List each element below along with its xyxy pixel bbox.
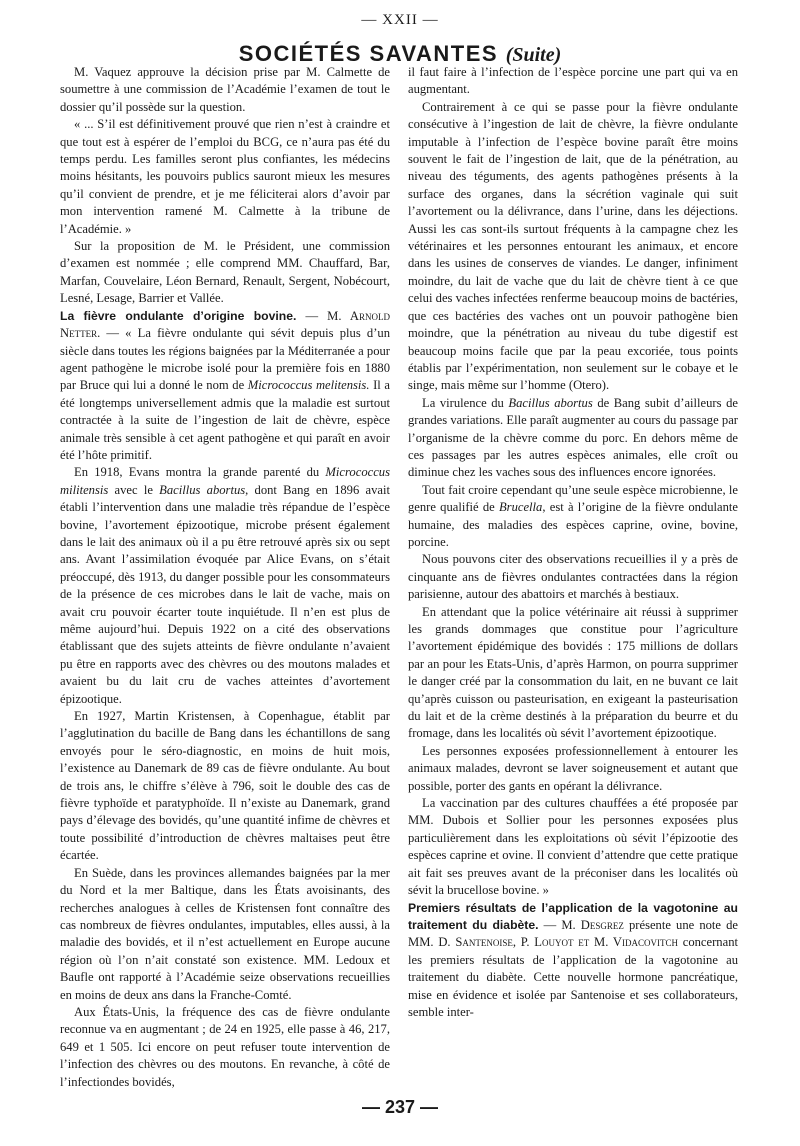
paragraph: En 1927, Martin Kristensen, à Copenhague, établit par l’agglutination du bacille de Bang dans les échantillons de sang envoyés pour le séro-diagnostic, en moins de huit mois, l’existence au Danemark de 89 cas de fièvre ondulante. Au bout de trois ans, le chiffre s’élève à 796, soit le double des cas de fièvre typhoïde et paratyphoïde. Il n’existe au Danemark, grand pays d’élevage des bovidés, qu’une quantité infime de chèvres et toute possibilité d’introduction de chèvres maltaises peut être écartée.: [60, 709, 390, 863]
text-run: Il a été longtemps universellement admis que la maladie est surtout contractée à la suite de l’ingestion de lait de chèvre, espèce animale très sensible à cet agent pathogène et qui paraît en avoir été l’hôte primitif.: [60, 378, 390, 462]
text-run: — M.: [538, 917, 581, 932]
paragraph: Aux États-Unis, la fréquence des cas de fièvre ondulante reconnue va en augmentant ; de 24 en 1925, elle passe à 46, 217, 649 et 1 505. Ici encore on peut refuser toute intervention de l’infection des chèvres ou des moutons. En revanche, à côté de l’infectiondes bovidés,: [60, 1004, 390, 1089]
paragraph: « ... S’il est définitivement prouvé que rien n’est à craindre et que tout est à espérer de l’emploi du BCG, ce n’aura pas été du temps perdu. Les familles seront plus confiantes, les médecins moins hésitants, les pouvoirs publics sauront mieux les mesures qu’il convient de prendre, et je me féliciterai alors d’avoir par mon intervention ramené M. Calmette à la tribune de l’Académie. »: [60, 117, 390, 236]
presenter-name: Desgrez: [580, 917, 624, 932]
paragraph: Contrairement à ce qui se passe pour la fièvre ondulante consécutive à l’ingestion de lait de chèvre, la fièvre ondulante imputable à l’infection de l’espèce bovine paraît être moins souvent le fait de l’ingestion de lait, que de la pénétration, au niveau des téguments, des agents pathogènes présents à la surface des organes, dans la sécrétion vaginale qui suit l’avortement ou la délivrance, dans l’urine, dans les déjections. Aussi les cas sont-ils surtout fréquents à la campagne chez les vétérinaires et les personnes entourant les animaux, et encore dans les usines de conserves de viandes. Le danger, infiniment moindre, du lait de vache que du lait de chèvre tient à ce que celui des vaches infectées renferme beaucoup moins de bactéries, que ces bactéries des vaches ont un pouvoir pathogène bien moindre, que la pénétration au niveau du tube digestif est beaucoup moins facile que par la peau excoriée, tous points établis par l’expérimentation, non seulement sur le cobaye et le singe, mais même sur l’homme (Otero).: [408, 99, 738, 393]
species-name: Micrococcus militensis: [60, 465, 390, 497]
species-name: Bacillus abortus: [159, 482, 246, 497]
page-number: — 237 —: [361, 1097, 439, 1117]
left-column: [60, 64, 390, 1091]
text-run: présente une note de MM.: [408, 917, 738, 950]
paragraph: [60, 464, 390, 708]
title-text: SOCIÉTÉS SAVANTES: [238, 41, 499, 66]
article-heading: Premiers résultats de l’application de la vagotonine au traitement du diabète.: [408, 900, 738, 932]
article-paragraph: [60, 308, 390, 465]
text-run: , dont Bang en 1896 avait établi l’intervention dans une maladie très répandue de l’espèce bovine, l’avortement épizootique, microbe présent également dans le lait des animaux où il a pu être retrouvé après six ou sept ans. Avant l’assimilation évoquée par Alice Evans, on s’était préoccupé, dès 1913, du danger possible pour les consommateurs de la présence de ces microbes dans le lait de vache, mais on avait cru pouvoir écarter toute inquiétude. Il n’en est plus de même aujourd’hui. Depuis 1922 on a cité des observations établissant que des sujets atteints de fièvre ondulante n’avaient pu être en rapports avec des chèvres ou des moutons malades et avaient bu du lait cru de vaches atteintes d’avortement épizootique.: [60, 482, 390, 706]
paragraph: Les personnes exposées professionnellement à entourer les animaux malades, devront se laver soigneusement et autant que possible, porter des gants en opérant la délivrance.: [408, 743, 738, 793]
title-suite: (Suite): [505, 44, 562, 66]
paragraph: La vaccination par des cultures chauffées a été proposée par MM. Dubois et Sollier pour les personnes exposées plus particulièrement dans les exploitations où sévit l’épizootie des espèces caprine et ovine. Il convient d’attendre que cette pratique ait fait ses preuves avant de la préconiser dans les localités où sévit la brucellose bovine. »: [408, 796, 738, 898]
text-run: de Bang subit d’ailleurs de grandes variations. Elle paraît augmenter au cours du passage par l’organisme de la chèvre comme du porc. En dehors même de ces passages par les autres espèces animales, elle croît ou diminue chez les vaches sous des influences encore ignorées.: [408, 395, 738, 480]
running-head: — XXII —: [361, 12, 439, 28]
article-paragraph: [408, 900, 738, 1022]
text-run: avec le: [108, 482, 160, 497]
paragraph: [408, 395, 738, 482]
paragraph: En Suède, dans les provinces allemandes baignées par la mer du Nord et la mer Baltique, dans les États avoisinants, des recherches analogues à celles de Kristensen font connaître des cas nombreux de fièvres ondulantes, imputables, elles aussi, à la maladie des bovidés, et il n’est actuellement en Europe aucune région où l’on n’ait constaté son existence. MM. Ledoux et Baufle ont rapporté à l’Académie seize observations recueillies en moins de deux ans dans la Franche-Comté.: [60, 865, 390, 1002]
species-name: Bacillus abortus: [508, 395, 593, 410]
paragraph: Sur la proposition de M. le Président, une commission d’examen est nommée ; elle comprend MM. Chauffard, Bar, Marfan, Couvelaire, Léon Bernard, Renault, Sergent, Nobécourt, Lesné, Lesage, Barrier et Vallée.: [60, 239, 390, 306]
text-run: Tout fait croire cependant qu’une seule espèce microbienne, le genre qualifié de: [408, 482, 738, 515]
article-heading: La fièvre ondulante d’origine bovine.: [60, 308, 297, 323]
paragraph: En attendant que la police vétérinaire ait réussi à supprimer les grands dommages que constitue pour l’agriculture l’avortement épidémique des bovidés : 175 millions de dollars par an pour les Etats-Unis, d’après Harmon, on pourra supprimer le danger créé par la consommation du lait, en ne buvant ce lait qu’après cuisson ou pasteurisation, en exigeant la pasteurisation du lait et de la crème destinés à la préparation du beurre et du fromage, dans les localités où sévit l’avortement épizootique.: [408, 604, 738, 741]
genus-name: Brucella: [498, 500, 543, 515]
right-column: [408, 64, 738, 1021]
paragraph: M. Vaquez approuve la décision prise par M. Calmette de soumettre à une commission de l’Académie l’examen de tout le dossier qu’il possède sur la question.: [60, 65, 390, 114]
text-run: — « La fièvre ondulante qui sévit depuis plus d’un siècle dans toutes les régions baignées par la Méditerranée a pour agent pathogène le microbe isolé pour la première fois en 1880 par Bruce qui lui a donné le nom de: [60, 326, 390, 393]
text-run: , est à l’origine de la fièvre ondulante humaine, des maladies des espèces caprine, ovine, bovine, porcine.: [408, 500, 738, 549]
article-author: — M. Arnold Netter.: [60, 308, 390, 341]
text-run: concernant les premiers résultats de l’application de la vagotonine au traitement du diabète. Cette nouvelle hormone pancréatique, mise en évidence et isolée par Santenoise et ses collaborateurs, semble inter-: [408, 935, 738, 1019]
species-name: Micrococcus melitensis.: [247, 378, 370, 393]
author-names: D. Santenoise, P. Louyot et M. Vidacovitch: [438, 935, 678, 950]
text-run: En 1918, Evans montra la grande parenté du: [74, 465, 326, 480]
text-run: La virulence du: [422, 395, 509, 410]
paragraph: Nous pouvons citer des observations recueillies il y a près de cinquante ans de fièvres ondulantes contractées dans la région parisienne, autour des abattoirs et marchés à bestiaux.: [408, 552, 738, 602]
paragraph: il faut faire à l’infection de l’espèce porcine une part qui va en augmentant.: [408, 65, 738, 97]
paragraph: [408, 482, 738, 552]
